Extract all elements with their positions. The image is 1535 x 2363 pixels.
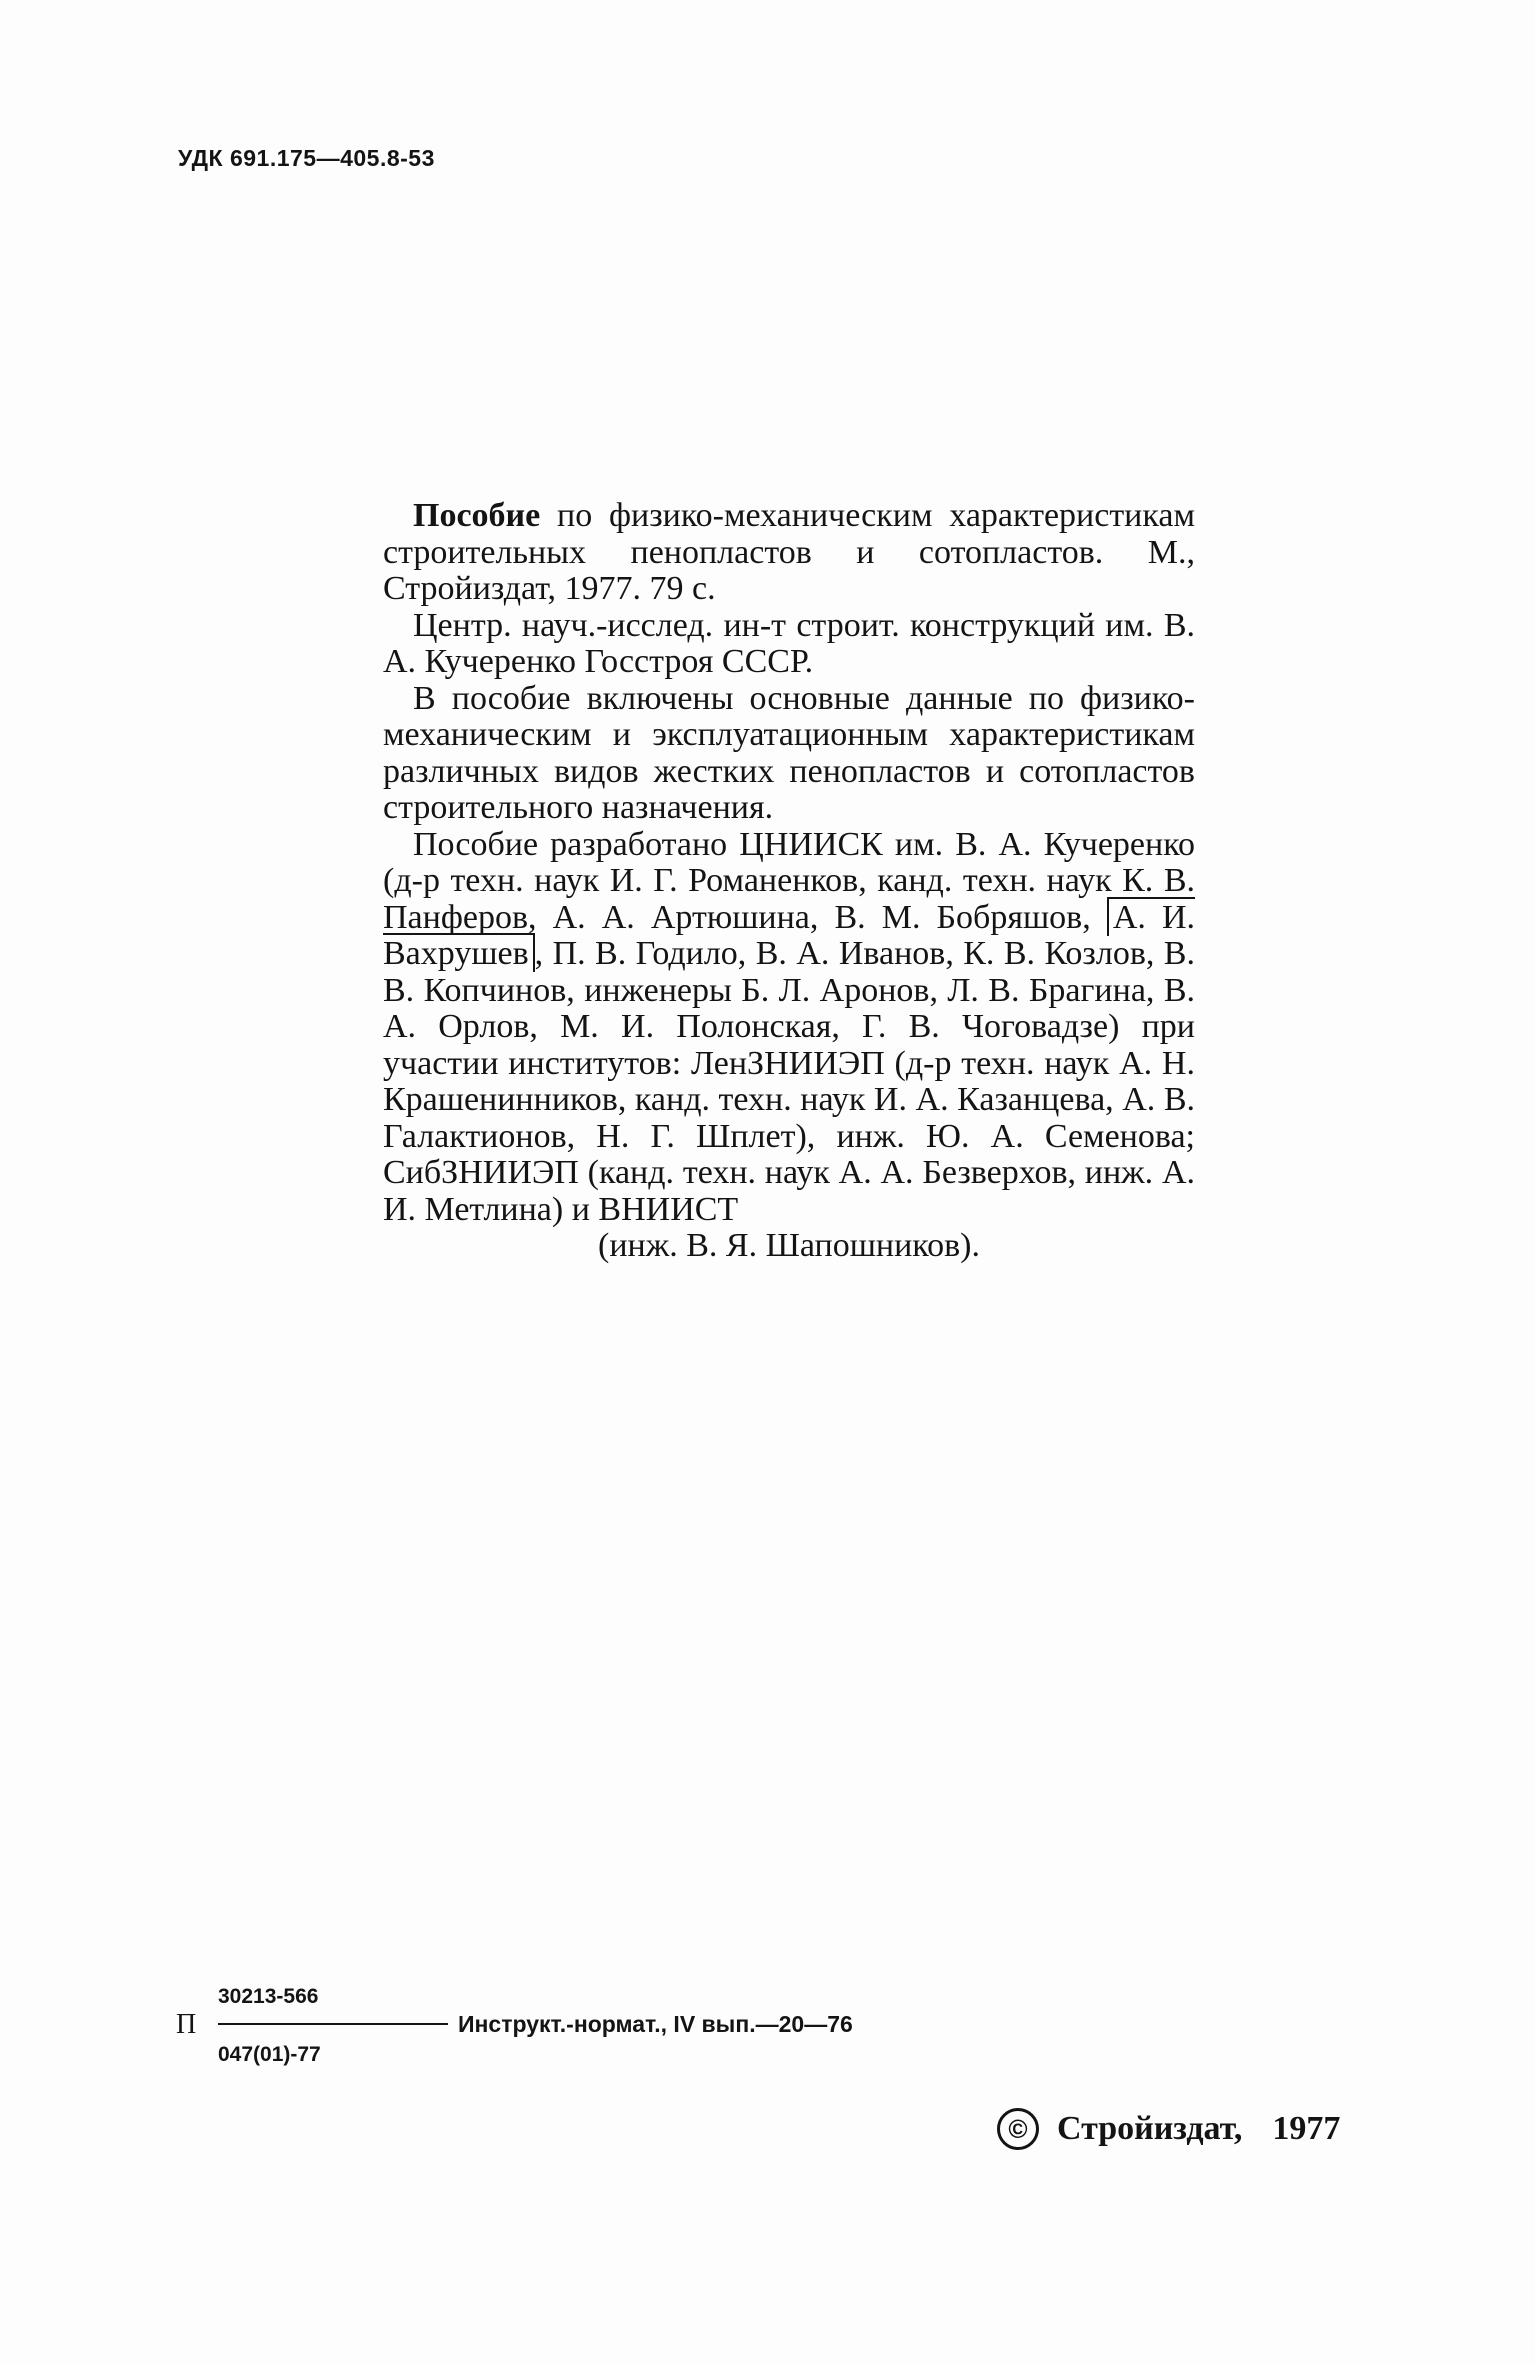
book-description: по физико-механическим характеристикам строительных пенопластов и сотопластов. М., Стройиздат, 1977. 79 с. [383, 497, 1195, 607]
pub-code-note: Инструкт.-нормат., IV вып.—20—76 [448, 2011, 853, 2038]
pub-code-numerator: 30213-566 [218, 1985, 319, 2008]
book-title: Пособие [413, 497, 541, 534]
institute-paragraph: Центр. науч.-исслед. ин-т строит. конструкций им. В. А. Кучеренко Госстроя СССР. [383, 606, 1195, 680]
copyright-publisher: Стройиздат, [1057, 2110, 1243, 2147]
copyright-line [997, 2108, 1340, 2150]
authors-text-end: , П. В. Годило, В. А. Иванов, К. В. Козлов, В. В. Копчинов, инженеры Б. Л. Аронов, Л. В. Брагина, В. А. Орлов, М. И. Полонская, Г. В. Чоговадзе) при участии институтов: ЛенЗНИИЭП (д-р техн. наук А. Н. Крашенинников, канд. техн. наук И. А. Казанцева, А. В. Галактионов, Н. Г. Шплет), инж. Ю. А. Семенова; СибЗНИИЭП (канд. техн. наук А. А. Безверхов, инж. А. И. Метлина) и ВНИИСТ [383, 935, 1195, 1228]
bibliographic-abstract [383, 498, 1195, 1265]
authors-text-start: Пособие разработано ЦНИИСК им. В. А. Кучеренко (д-р техн. наук И. Г. Романенков, канд. техн. наук К. В. Панферов, А. А. Артюшина, В. М. Бобряшов, [383, 825, 1195, 936]
abstract-paragraph-title [383, 498, 1195, 608]
copyright-icon: © [997, 2108, 1039, 2150]
authors-last-line: (инж. В. Я. Шапошников). [598, 1227, 980, 1264]
boxed-author-name: А. И. Вахрушев [383, 898, 1195, 972]
copyright-year: 1977 [1272, 2110, 1341, 2147]
authors-paragraph [383, 827, 1195, 1229]
content-paragraph: В пособие включены основные данные по физико-механическим и эксплуатационным характеристикам различных видов жестких пенопластов и сотопластов строительного назначения. [383, 679, 1195, 826]
pub-code-letter: П [176, 2009, 197, 2040]
udk-code: УДК 691.175—405.8-53 [178, 145, 435, 171]
pub-code-denominator: 047(01)-77 [218, 2043, 321, 2066]
